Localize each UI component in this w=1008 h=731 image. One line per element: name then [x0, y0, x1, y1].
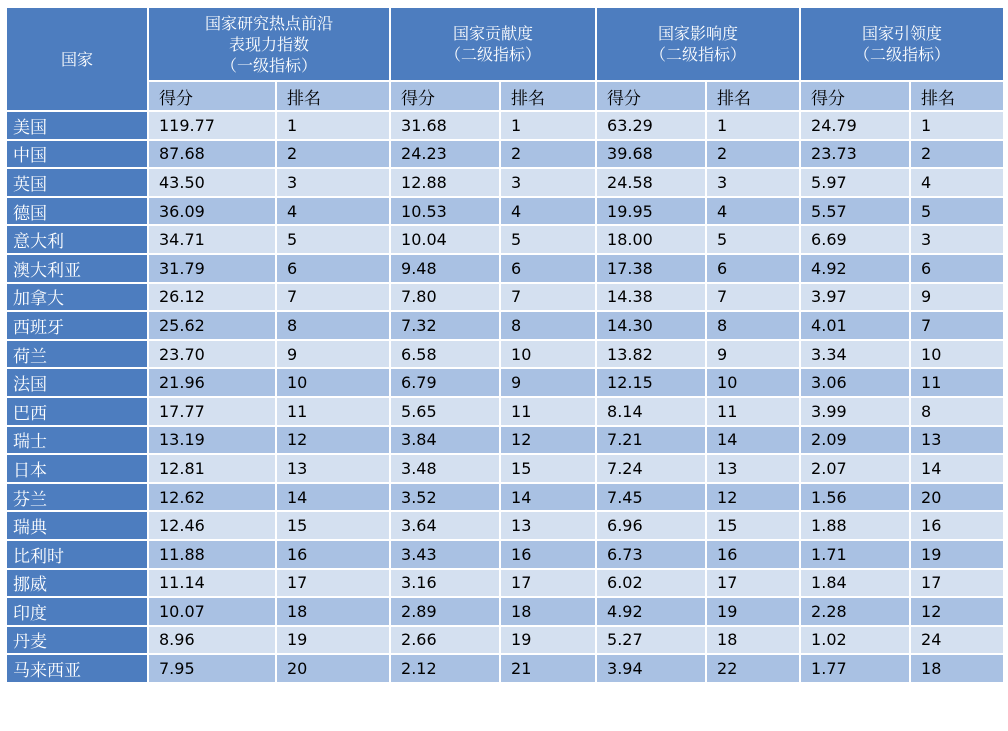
influence-score-cell: 3.94	[596, 654, 706, 683]
table-row	[6, 368, 1004, 397]
table-row	[6, 540, 1004, 569]
hotspot-score-cell: 10.07	[148, 597, 276, 626]
leadership-rank-cell: 9	[910, 283, 1004, 312]
leadership-score-cell: 2.28	[800, 597, 910, 626]
influence-score-cell: 24.58	[596, 168, 706, 197]
influence-rank-cell: 12	[706, 483, 800, 512]
leadership-score-cell: 3.34	[800, 340, 910, 369]
rank-header: 排名	[706, 81, 800, 111]
influence-rank-cell: 15	[706, 511, 800, 540]
table-row	[6, 426, 1004, 455]
leadership-rank-cell: 18	[910, 654, 1004, 683]
influence-score-cell: 39.68	[596, 140, 706, 169]
hotspot-rank-cell: 16	[276, 540, 390, 569]
score-header: 得分	[390, 81, 500, 111]
contribution-rank-cell: 13	[500, 511, 596, 540]
table-row	[6, 397, 1004, 426]
leadership-rank-cell: 20	[910, 483, 1004, 512]
country-cell: 丹麦	[6, 626, 148, 655]
influence-rank-cell: 22	[706, 654, 800, 683]
table-row	[6, 283, 1004, 312]
leadership-rank-cell: 4	[910, 168, 1004, 197]
country-header: 国家	[6, 7, 148, 111]
rank-header: 排名	[276, 81, 390, 111]
influence-score-cell: 63.29	[596, 111, 706, 140]
influence-rank-cell: 11	[706, 397, 800, 426]
influence-score-cell: 14.30	[596, 311, 706, 340]
influence-score-cell: 14.38	[596, 283, 706, 312]
hotspot-rank-cell: 12	[276, 426, 390, 455]
table-row	[6, 254, 1004, 283]
score-header: 得分	[596, 81, 706, 111]
contribution-score-cell: 7.32	[390, 311, 500, 340]
influence-score-cell: 7.24	[596, 454, 706, 483]
contribution-rank-cell: 11	[500, 397, 596, 426]
hotspot-rank-cell: 19	[276, 626, 390, 655]
contribution-rank-cell: 14	[500, 483, 596, 512]
contribution-score-cell: 3.43	[390, 540, 500, 569]
influence-rank-cell: 2	[706, 140, 800, 169]
hotspot-rank-cell: 11	[276, 397, 390, 426]
influence-rank-cell: 3	[706, 168, 800, 197]
contribution-rank-cell: 9	[500, 368, 596, 397]
hotspot-score-cell: 12.46	[148, 511, 276, 540]
table-row	[6, 197, 1004, 226]
leadership-rank-cell: 3	[910, 225, 1004, 254]
leadership-score-cell: 3.97	[800, 283, 910, 312]
hotspot-rank-cell: 7	[276, 283, 390, 312]
leadership-score-cell: 1.84	[800, 569, 910, 598]
leadership-score-cell: 4.01	[800, 311, 910, 340]
hotspot-score-cell: 21.96	[148, 368, 276, 397]
influence-rank-cell: 19	[706, 597, 800, 626]
contribution-rank-cell: 10	[500, 340, 596, 369]
contribution-rank-cell: 12	[500, 426, 596, 455]
table-row	[6, 597, 1004, 626]
leadership-score-cell: 3.06	[800, 368, 910, 397]
contribution-score-cell: 5.65	[390, 397, 500, 426]
leadership-score-cell: 24.79	[800, 111, 910, 140]
hotspot-rank-cell: 17	[276, 569, 390, 598]
leadership-rank-cell: 13	[910, 426, 1004, 455]
table-row	[6, 483, 1004, 512]
hotspot-rank-cell: 1	[276, 111, 390, 140]
hotspot-score-cell: 25.62	[148, 311, 276, 340]
score-header: 得分	[148, 81, 276, 111]
contribution-rank-cell: 3	[500, 168, 596, 197]
influence-rank-cell: 17	[706, 569, 800, 598]
influence-rank-cell: 13	[706, 454, 800, 483]
influence-score-cell: 17.38	[596, 254, 706, 283]
leadership-rank-cell: 11	[910, 368, 1004, 397]
hotspot-score-cell: 13.19	[148, 426, 276, 455]
country-cell: 马来西亚	[6, 654, 148, 683]
influence-score-cell: 6.73	[596, 540, 706, 569]
contribution-rank-cell: 18	[500, 597, 596, 626]
influence-score-cell: 6.02	[596, 569, 706, 598]
influence-rank-cell: 4	[706, 197, 800, 226]
country-index-table	[5, 6, 1005, 684]
leadership-score-cell: 1.02	[800, 626, 910, 655]
influence-score-cell: 6.96	[596, 511, 706, 540]
leadership-rank-cell: 7	[910, 311, 1004, 340]
influence-rank-cell: 9	[706, 340, 800, 369]
influence-rank-cell: 16	[706, 540, 800, 569]
contribution-score-cell: 3.52	[390, 483, 500, 512]
leadership-rank-cell: 6	[910, 254, 1004, 283]
hotspot-score-cell: 87.68	[148, 140, 276, 169]
contribution-rank-cell: 8	[500, 311, 596, 340]
contribution-rank-cell: 19	[500, 626, 596, 655]
leadership-score-cell: 23.73	[800, 140, 910, 169]
country-cell: 荷兰	[6, 340, 148, 369]
contribution-score-cell: 2.89	[390, 597, 500, 626]
influence-score-cell: 4.92	[596, 597, 706, 626]
hotspot-rank-cell: 20	[276, 654, 390, 683]
score-header: 得分	[800, 81, 910, 111]
contribution-rank-cell: 21	[500, 654, 596, 683]
hotspot-rank-cell: 6	[276, 254, 390, 283]
group-header-influence: 国家影响度 （二级指标）	[596, 7, 800, 81]
leadership-score-cell: 1.71	[800, 540, 910, 569]
hotspot-rank-cell: 15	[276, 511, 390, 540]
group-header-hotspot-index: 国家研究热点前沿 表现力指数 （一级指标）	[148, 7, 390, 81]
influence-rank-cell: 18	[706, 626, 800, 655]
contribution-rank-cell: 6	[500, 254, 596, 283]
influence-score-cell: 5.27	[596, 626, 706, 655]
hotspot-rank-cell: 13	[276, 454, 390, 483]
table-row	[6, 626, 1004, 655]
leadership-score-cell: 3.99	[800, 397, 910, 426]
hotspot-rank-cell: 10	[276, 368, 390, 397]
contribution-rank-cell: 17	[500, 569, 596, 598]
country-cell: 挪威	[6, 569, 148, 598]
hotspot-score-cell: 11.88	[148, 540, 276, 569]
contribution-score-cell: 2.12	[390, 654, 500, 683]
influence-score-cell: 8.14	[596, 397, 706, 426]
hotspot-rank-cell: 4	[276, 197, 390, 226]
leadership-score-cell: 2.07	[800, 454, 910, 483]
country-cell: 比利时	[6, 540, 148, 569]
influence-score-cell: 18.00	[596, 225, 706, 254]
leadership-score-cell: 4.92	[800, 254, 910, 283]
country-cell: 瑞典	[6, 511, 148, 540]
influence-rank-cell: 1	[706, 111, 800, 140]
country-cell: 德国	[6, 197, 148, 226]
influence-rank-cell: 8	[706, 311, 800, 340]
influence-rank-cell: 10	[706, 368, 800, 397]
hotspot-rank-cell: 8	[276, 311, 390, 340]
contribution-score-cell: 3.16	[390, 569, 500, 598]
country-cell: 美国	[6, 111, 148, 140]
group-header-contribution: 国家贡献度 （二级指标）	[390, 7, 596, 81]
country-cell: 芬兰	[6, 483, 148, 512]
leadership-score-cell: 5.97	[800, 168, 910, 197]
hotspot-score-cell: 7.95	[148, 654, 276, 683]
table-row	[6, 140, 1004, 169]
table-row	[6, 454, 1004, 483]
hotspot-rank-cell: 2	[276, 140, 390, 169]
influence-rank-cell: 14	[706, 426, 800, 455]
contribution-rank-cell: 15	[500, 454, 596, 483]
hotspot-score-cell: 43.50	[148, 168, 276, 197]
hotspot-score-cell: 23.70	[148, 340, 276, 369]
hotspot-score-cell: 31.79	[148, 254, 276, 283]
country-cell: 西班牙	[6, 311, 148, 340]
influence-score-cell: 13.82	[596, 340, 706, 369]
leadership-score-cell: 5.57	[800, 197, 910, 226]
influence-rank-cell: 7	[706, 283, 800, 312]
contribution-score-cell: 3.64	[390, 511, 500, 540]
hotspot-score-cell: 36.09	[148, 197, 276, 226]
contribution-rank-cell: 16	[500, 540, 596, 569]
country-cell: 澳大利亚	[6, 254, 148, 283]
leadership-rank-cell: 16	[910, 511, 1004, 540]
hotspot-score-cell: 26.12	[148, 283, 276, 312]
leadership-rank-cell: 14	[910, 454, 1004, 483]
contribution-score-cell: 2.66	[390, 626, 500, 655]
table-row	[6, 340, 1004, 369]
table-row	[6, 225, 1004, 254]
hotspot-score-cell: 34.71	[148, 225, 276, 254]
hotspot-score-cell: 12.81	[148, 454, 276, 483]
country-cell: 巴西	[6, 397, 148, 426]
contribution-rank-cell: 1	[500, 111, 596, 140]
hotspot-score-cell: 12.62	[148, 483, 276, 512]
hotspot-score-cell: 119.77	[148, 111, 276, 140]
hotspot-rank-cell: 14	[276, 483, 390, 512]
rank-header: 排名	[500, 81, 596, 111]
contribution-rank-cell: 7	[500, 283, 596, 312]
contribution-rank-cell: 5	[500, 225, 596, 254]
hotspot-rank-cell: 9	[276, 340, 390, 369]
influence-rank-cell: 5	[706, 225, 800, 254]
country-cell: 日本	[6, 454, 148, 483]
contribution-rank-cell: 4	[500, 197, 596, 226]
hotspot-rank-cell: 5	[276, 225, 390, 254]
leadership-rank-cell: 24	[910, 626, 1004, 655]
hotspot-rank-cell: 18	[276, 597, 390, 626]
hotspot-score-cell: 11.14	[148, 569, 276, 598]
leadership-rank-cell: 17	[910, 569, 1004, 598]
leadership-score-cell: 1.56	[800, 483, 910, 512]
contribution-score-cell: 24.23	[390, 140, 500, 169]
contribution-score-cell: 31.68	[390, 111, 500, 140]
contribution-score-cell: 3.48	[390, 454, 500, 483]
country-cell: 意大利	[6, 225, 148, 254]
influence-rank-cell: 6	[706, 254, 800, 283]
contribution-score-cell: 6.58	[390, 340, 500, 369]
rank-header: 排名	[910, 81, 1004, 111]
country-cell: 法国	[6, 368, 148, 397]
table-row	[6, 511, 1004, 540]
contribution-score-cell: 10.53	[390, 197, 500, 226]
leadership-score-cell: 1.88	[800, 511, 910, 540]
leadership-rank-cell: 10	[910, 340, 1004, 369]
influence-score-cell: 7.45	[596, 483, 706, 512]
leadership-rank-cell: 12	[910, 597, 1004, 626]
contribution-score-cell: 7.80	[390, 283, 500, 312]
table-row	[6, 654, 1004, 683]
leadership-score-cell: 6.69	[800, 225, 910, 254]
table-row	[6, 311, 1004, 340]
leadership-rank-cell: 5	[910, 197, 1004, 226]
table-row	[6, 111, 1004, 140]
header-row	[6, 7, 1004, 81]
leadership-rank-cell: 19	[910, 540, 1004, 569]
influence-score-cell: 19.95	[596, 197, 706, 226]
country-cell: 英国	[6, 168, 148, 197]
hotspot-score-cell: 8.96	[148, 626, 276, 655]
subheader-row	[6, 81, 1004, 111]
group-header-leadership: 国家引领度 （二级指标）	[800, 7, 1004, 81]
hotspot-rank-cell: 3	[276, 168, 390, 197]
influence-score-cell: 12.15	[596, 368, 706, 397]
contribution-score-cell: 6.79	[390, 368, 500, 397]
country-cell: 加拿大	[6, 283, 148, 312]
hotspot-score-cell: 17.77	[148, 397, 276, 426]
contribution-rank-cell: 2	[500, 140, 596, 169]
influence-score-cell: 7.21	[596, 426, 706, 455]
leadership-score-cell: 1.77	[800, 654, 910, 683]
table-row	[6, 569, 1004, 598]
leadership-score-cell: 2.09	[800, 426, 910, 455]
leadership-rank-cell: 1	[910, 111, 1004, 140]
country-cell: 中国	[6, 140, 148, 169]
leadership-rank-cell: 2	[910, 140, 1004, 169]
contribution-score-cell: 10.04	[390, 225, 500, 254]
country-cell: 瑞士	[6, 426, 148, 455]
contribution-score-cell: 12.88	[390, 168, 500, 197]
contribution-score-cell: 3.84	[390, 426, 500, 455]
leadership-rank-cell: 8	[910, 397, 1004, 426]
table-row	[6, 168, 1004, 197]
contribution-score-cell: 9.48	[390, 254, 500, 283]
country-cell: 印度	[6, 597, 148, 626]
